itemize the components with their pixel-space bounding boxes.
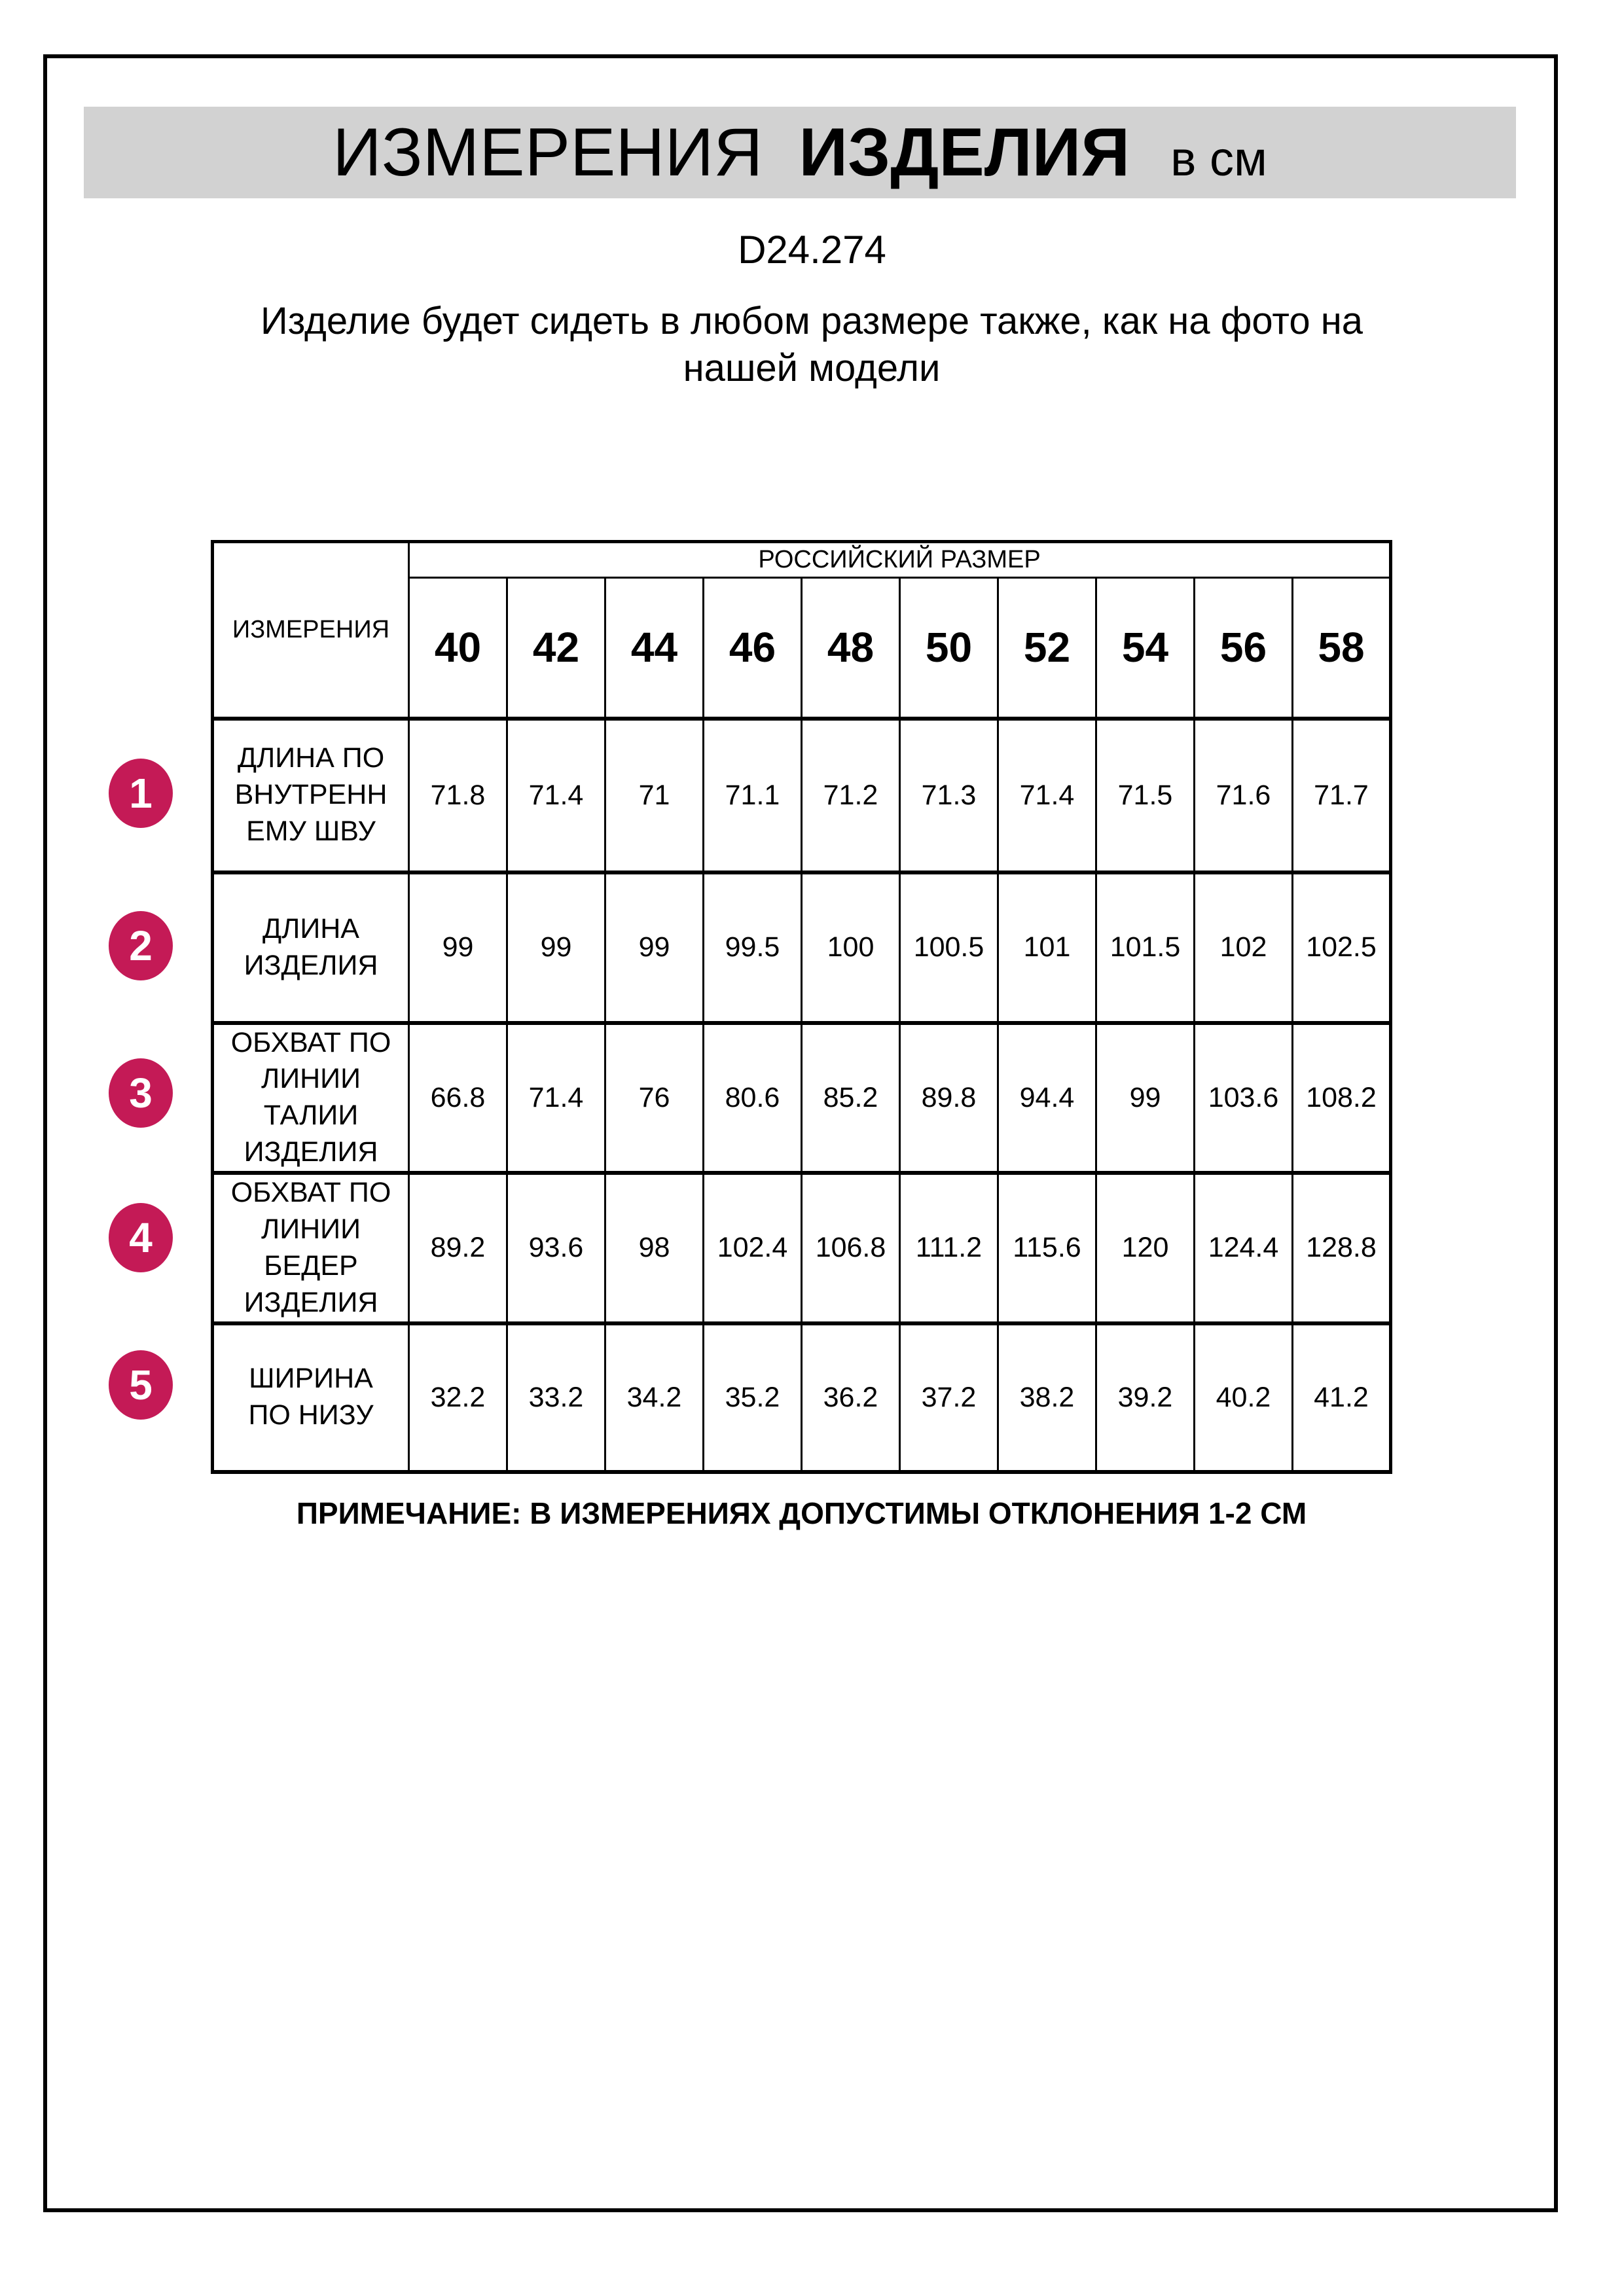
measurement-value-cell: 34.2 — [605, 1323, 704, 1472]
title-band — [84, 107, 1516, 198]
measurement-value-cell: 80.6 — [704, 1023, 802, 1174]
measurement-value-cell: 108.2 — [1293, 1023, 1391, 1174]
measurement-value-cell: 37.2 — [900, 1323, 998, 1472]
measurement-value-cell: 89.8 — [900, 1023, 998, 1174]
size-column-header: 40 — [409, 578, 507, 719]
measurement-label-cell: ОБХВАТ ПО ЛИНИИ ТАЛИИ ИЗДЕЛИЯ — [213, 1023, 409, 1174]
measurement-value-cell: 102.4 — [704, 1173, 802, 1323]
size-group-header-cell: РОССИЙСКИЙ РАЗМЕР — [409, 542, 1391, 578]
size-column-header: 44 — [605, 578, 704, 719]
measurement-row — [213, 1323, 1391, 1472]
measurement-label-cell: ШИРИНА ПО НИЗУ — [213, 1323, 409, 1472]
measurement-value-cell: 101.5 — [1096, 872, 1195, 1023]
measurement-value-cell: 111.2 — [900, 1173, 998, 1323]
row-number-badge: 1 — [109, 759, 173, 828]
size-column-header: 58 — [1293, 578, 1391, 719]
table-group-header-row — [213, 542, 1391, 578]
measurement-value-cell: 94.4 — [998, 1023, 1096, 1174]
corner-header-cell: ИЗМЕРЕНИЯ — [213, 542, 409, 719]
measurement-value-cell: 115.6 — [998, 1173, 1096, 1323]
measurement-value-cell: 71.7 — [1293, 719, 1391, 872]
measurement-value-cell: 35.2 — [704, 1323, 802, 1472]
measurement-value-cell: 102 — [1195, 872, 1293, 1023]
measurement-value-cell: 99 — [605, 872, 704, 1023]
size-table — [211, 540, 1392, 1474]
measurement-row — [213, 1023, 1391, 1174]
measurement-value-cell: 71.4 — [998, 719, 1096, 872]
size-column-header: 54 — [1096, 578, 1195, 719]
measurement-label-cell: ДЛИНА ПО ВНУТРЕННЕМУ ШВУ — [213, 719, 409, 872]
measurement-value-cell: 32.2 — [409, 1323, 507, 1472]
row-number-badge: 4 — [109, 1203, 173, 1272]
size-column-header: 52 — [998, 578, 1096, 719]
measurement-value-cell: 71 — [605, 719, 704, 872]
tolerance-note: ПРИМЕЧАНИЕ: В ИЗМЕРЕНИЯХ ДОПУСТИМЫ ОТКЛОНЕНИЯ 1-2 СМ — [296, 1496, 1307, 1530]
measurement-value-cell: 76 — [605, 1023, 704, 1174]
measurement-value-cell: 99 — [1096, 1023, 1195, 1174]
fit-description: Изделие будет сидеть в любом размере также, как на фото на нашей модели — [261, 300, 1363, 389]
measurement-value-cell: 71.3 — [900, 719, 998, 872]
measurement-value-cell: 71.2 — [802, 719, 900, 872]
measurement-value-cell: 99 — [409, 872, 507, 1023]
title-unit: в см — [1170, 132, 1267, 186]
measurement-value-cell: 71.8 — [409, 719, 507, 872]
measurement-value-cell: 99 — [507, 872, 605, 1023]
row-number-badge: 2 — [109, 911, 173, 980]
size-column-header: 46 — [704, 578, 802, 719]
title-word-product: ИЗДЕЛИЯ — [799, 115, 1130, 190]
measurement-value-cell: 103.6 — [1195, 1023, 1293, 1174]
measurement-value-cell: 40.2 — [1195, 1323, 1293, 1472]
row-number-badge: 3 — [109, 1058, 173, 1128]
measurement-value-cell: 71.5 — [1096, 719, 1195, 872]
measurement-value-cell: 128.8 — [1293, 1173, 1391, 1323]
measurement-value-cell: 33.2 — [507, 1323, 605, 1472]
measurement-value-cell: 106.8 — [802, 1173, 900, 1323]
size-column-header: 56 — [1195, 578, 1293, 719]
measurement-row — [213, 1173, 1391, 1323]
measurement-value-cell: 100 — [802, 872, 900, 1023]
measurement-value-cell: 124.4 — [1195, 1173, 1293, 1323]
measurement-label-cell: ДЛИНА ИЗДЕЛИЯ — [213, 872, 409, 1023]
row-number-badge: 5 — [109, 1350, 173, 1420]
measurement-value-cell: 39.2 — [1096, 1323, 1195, 1472]
size-column-header: 50 — [900, 578, 998, 719]
measurement-value-cell: 38.2 — [998, 1323, 1096, 1472]
measurement-value-cell: 71.4 — [507, 719, 605, 872]
measurement-value-cell: 99.5 — [704, 872, 802, 1023]
measurement-value-cell: 41.2 — [1293, 1323, 1391, 1472]
measurement-value-cell: 36.2 — [802, 1323, 900, 1472]
title-word-measurements: ИЗМЕРЕНИЯ — [333, 115, 763, 190]
measurement-label-cell: ОБХВАТ ПО ЛИНИИ БЕДЕР ИЗДЕЛИЯ — [213, 1173, 409, 1323]
measurement-row — [213, 872, 1391, 1023]
size-table-container — [211, 540, 1392, 1474]
page-title — [333, 115, 1267, 190]
measurement-value-cell: 71.1 — [704, 719, 802, 872]
measurement-value-cell: 71.6 — [1195, 719, 1293, 872]
measurement-value-cell: 98 — [605, 1173, 704, 1323]
measurement-value-cell: 100.5 — [900, 872, 998, 1023]
measurement-value-cell: 93.6 — [507, 1173, 605, 1323]
measurement-value-cell: 71.4 — [507, 1023, 605, 1174]
measurement-value-cell: 89.2 — [409, 1173, 507, 1323]
measurement-value-cell: 101 — [998, 872, 1096, 1023]
measurement-value-cell: 66.8 — [409, 1023, 507, 1174]
article-code: D24.274 — [738, 228, 886, 272]
measurement-value-cell: 120 — [1096, 1173, 1195, 1323]
measurement-row — [213, 719, 1391, 872]
size-column-header: 48 — [802, 578, 900, 719]
size-column-header: 42 — [507, 578, 605, 719]
measurement-value-cell: 85.2 — [802, 1023, 900, 1174]
measurement-value-cell: 102.5 — [1293, 872, 1391, 1023]
